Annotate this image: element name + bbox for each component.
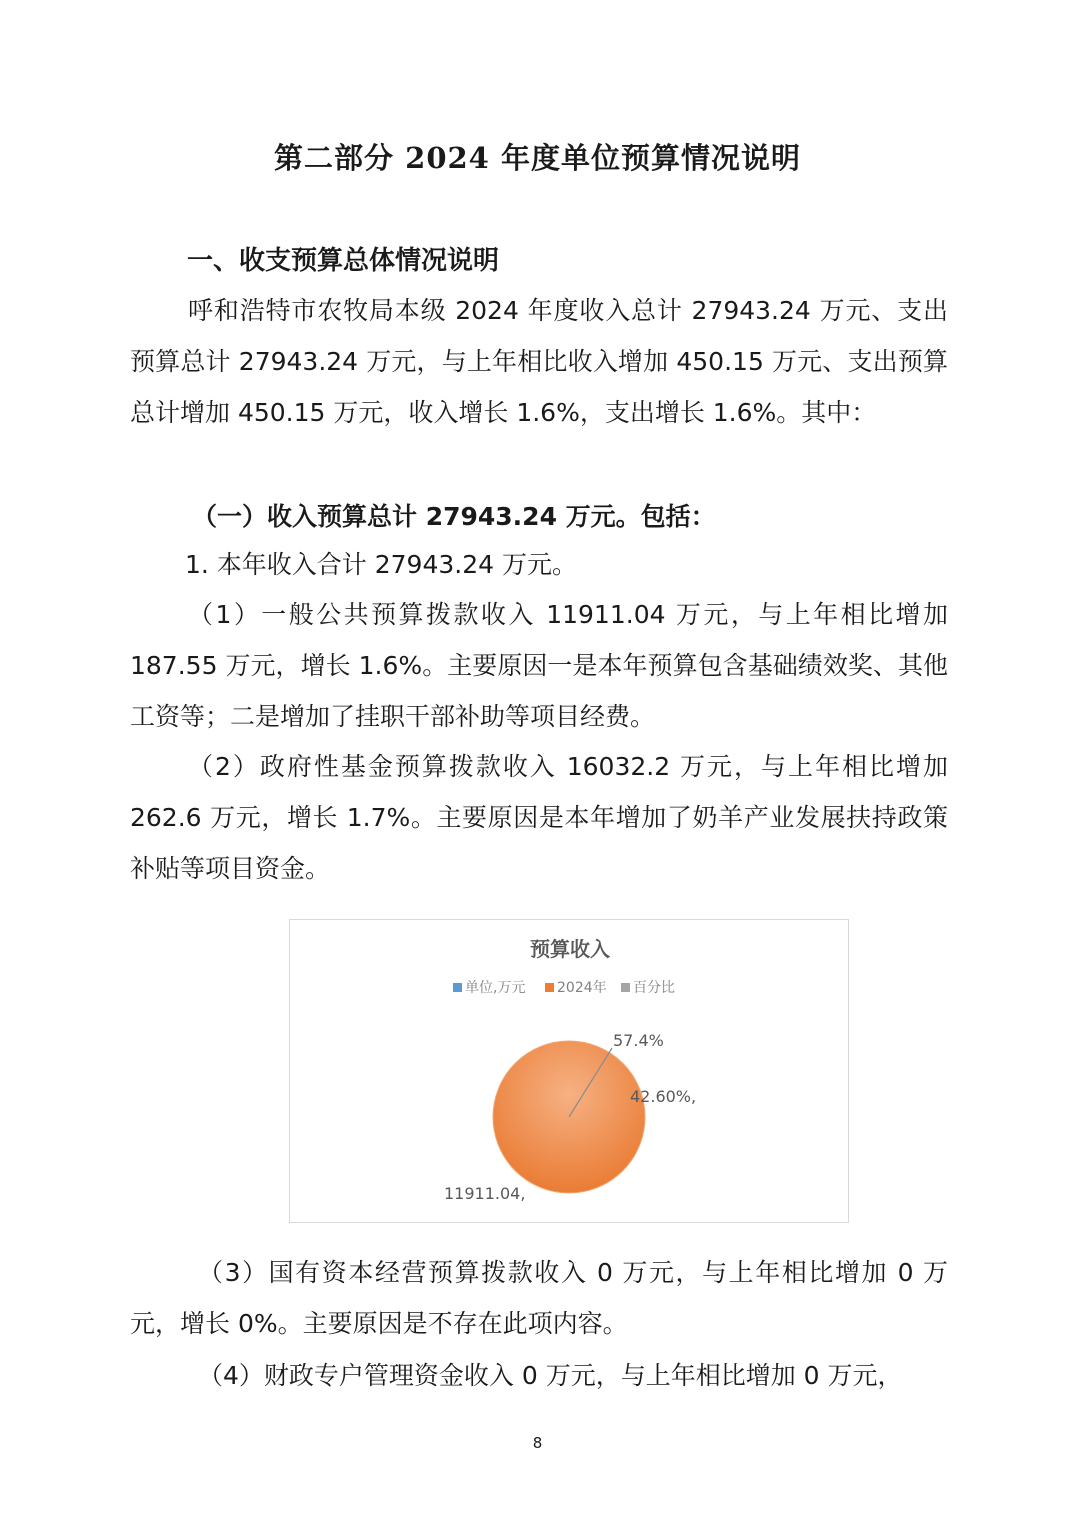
- page-number: 8: [532, 1434, 543, 1452]
- chart-legend: [453, 979, 675, 996]
- income-pie-chart: [289, 919, 849, 1223]
- page-title: 第二部分 2024 年度单位预算情况说明: [274, 141, 801, 175]
- item-1-3: （3）国有资本经营预算拨款收入 0 万元，与上年相比增加 0 万元，增长 0%。主要原因是不存在此项内容。: [130, 1258, 948, 1338]
- item-1: 1. 本年收入合计 27943.24 万元。: [185, 550, 577, 579]
- legend-swatch: [621, 983, 630, 992]
- legend-label: 百分比: [633, 980, 675, 996]
- section-heading: 一、收支预算总体情况说明: [187, 246, 500, 276]
- item-1-1: （1）一般公共预算拨款收入 11911.04 万元，与上年相比增加 187.55 万元，增长 1.6%。主要原因一是本年预算包含基础绩效奖、其他工资等；二是增加了挂职干部补助等项目经费。: [130, 600, 948, 731]
- legend-label: 单位,万元: [465, 980, 526, 996]
- pie-chart-svg: [290, 920, 850, 1224]
- legend-swatch: [453, 983, 462, 992]
- item-1-4: （4）财政专户管理资金收入 0 万元，与上年相比增加 0 万元，: [198, 1361, 903, 1390]
- legend-label: 2024年: [557, 980, 607, 996]
- intro-paragraph: 呼和浩特市农牧局本级 2024 年度收入总计 27943.24 万元、支出预算总计 27943.24 万元，与上年相比收入增加 450.15 万元、支出预算总计增加 450.15 万元，收入增长 1.6%，支出增长 1.6%。其中：: [130, 296, 948, 427]
- income-subheading: （一）收入预算总计 27943.24 万元。包括：: [192, 502, 716, 531]
- annotation-57: 57.4%: [613, 1031, 664, 1050]
- data-label: 11911.04,: [444, 1184, 526, 1203]
- annotation-42: 42.60%,: [630, 1087, 697, 1106]
- legend-swatch: [545, 983, 554, 992]
- chart-title: 预算收入: [530, 937, 610, 961]
- item-1-2: （2）政府性基金预算拨款收入 16032.2 万元，与上年相比增加 262.6 万元，增长 1.7%。主要原因是本年增加了奶羊产业发展扶持政策补贴等项目资金。: [130, 752, 948, 883]
